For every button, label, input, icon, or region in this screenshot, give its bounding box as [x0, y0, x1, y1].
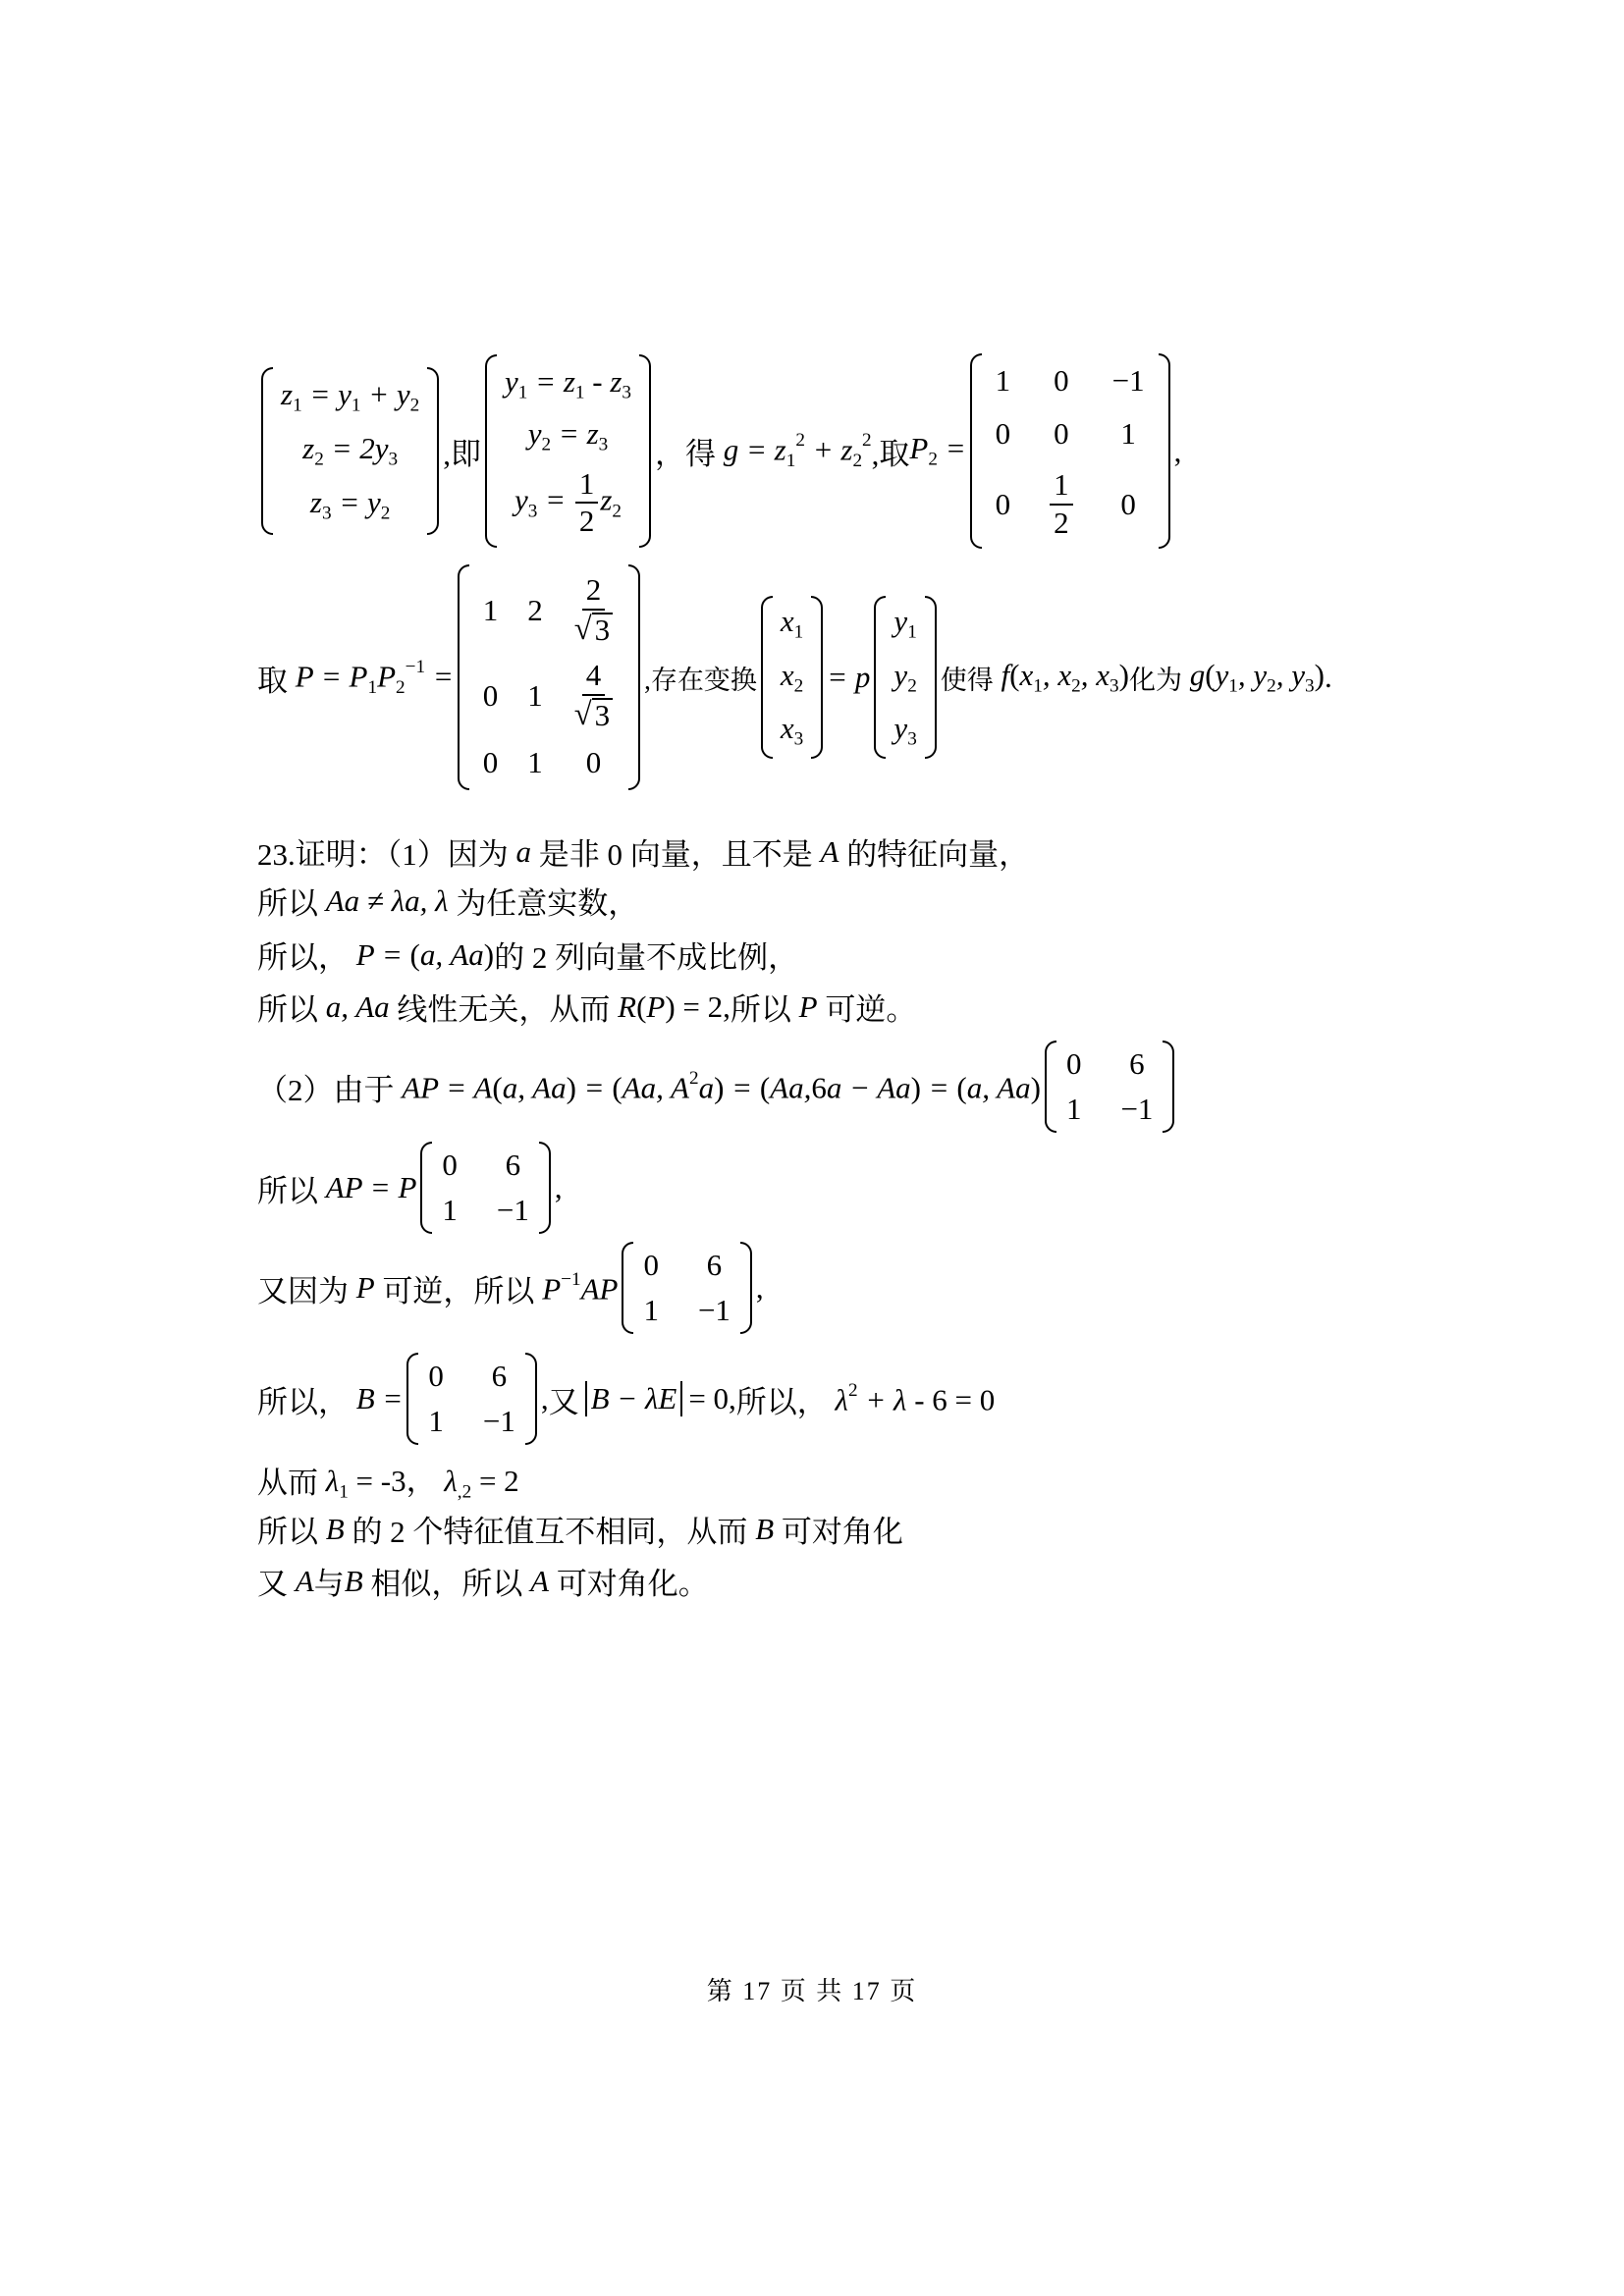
text-eigenvector: 的特征向量，	[846, 837, 1030, 872]
solution-23-line-4: 所以 a, Aa 线性无关，从而 R(P) = 2, 所以 P 可逆。	[257, 985, 916, 1029]
matrix-b-2: 0 6 1 −1	[420, 1142, 550, 1234]
solution-23-line-8: 所以， B = 0 6 1 −1 , 又 B − λE = 0, 所以， $\lambda^2 + \lambda - 6 = 0$	[257, 1353, 995, 1445]
vector-x: $x_1$ $x_2$ $x_3$	[761, 596, 823, 759]
text-suoyi-2: 所以，	[257, 940, 349, 975]
text-suoyi-3: 所以	[257, 992, 318, 1027]
text-transform: ,存在变换	[644, 665, 757, 695]
matrix-b-1: 0 6 1 −1	[1045, 1041, 1174, 1133]
text-de: ，得	[655, 437, 716, 472]
matrix-p: 1 2 2 √ 3 0 1 4 √ 3 0 1 0	[458, 564, 640, 790]
solution-23-line-3: 所以， P = (a, Aa) 的 2 列向量不成比例，	[257, 933, 798, 977]
text-nonzero: 是非 0 向量，且不是	[538, 837, 813, 872]
solution-22-line-1	[257, 353, 1181, 549]
text-columns: 的 2 列向量不成比例，	[494, 940, 799, 975]
solution-23-line-11: 又 A 与 B 相似，所以 A 可对角化。	[257, 1559, 709, 1603]
text-23-intro: 23.证明：（1）因为	[257, 837, 509, 872]
text-invertible-2: 可逆，所以	[382, 1273, 535, 1308]
substitution-system-y: $y_1 = z_1 - z_3$ $y_2 = z_3$ $y_3$ = $\frac{1}{2}$ $z_2$	[485, 354, 651, 548]
text-suoyi: 所以	[257, 886, 318, 921]
solution-23-line-10: 所以 B 的 2 个特征值互不相同，从而 B 可对角化	[257, 1507, 903, 1551]
formula-eq-p: = p	[827, 660, 871, 695]
matrix-p2: 1 0 −1 0 0 1 0 $\frac{1}{2}$ 0	[970, 353, 1170, 549]
solution-23-line-9: 从而 $\lambda_1 = -3$， $\lambda_{,2} = 2$	[257, 1456, 519, 1504]
page-footer: 第 17 页 共 17 页	[706, 1977, 918, 2005]
text-shide: 使得	[940, 665, 994, 695]
formula-g-y: $g(y_1$, $y_2$, $y_3$)	[1181, 657, 1325, 697]
matrix-b-3: 0 6 1 −1	[622, 1242, 751, 1334]
formula-f: $f(x_1$, $x_2$, $x_3$)	[993, 657, 1129, 697]
text-you-2: 又	[257, 1567, 288, 1601]
text-you: 又	[548, 1384, 579, 1419]
text-youyinwei: 又因为	[257, 1273, 349, 1308]
solution-23-line-7: 又因为 P 可逆，所以 $P^{-1}AP$ 0 6 1 −1 ,	[257, 1242, 764, 1334]
text-real: 为任意实数，	[456, 886, 639, 921]
text-independent: 线性无关，从而	[397, 992, 611, 1027]
formula-p: $P = P_1P_2^{-1}$ =	[288, 656, 454, 698]
text-diag: 可对角化	[781, 1515, 903, 1549]
text-suoyi-8: 所以	[257, 1515, 318, 1549]
solution-23-line-2: 所以 Aa ≠ λa, λ 为任意实数，	[257, 879, 638, 923]
solution-23-line-5: （2）由于 AP = A(a, Aa) = (Aa, $A^2a) = (Aa,6a - Aa) = (a$, Aa) 0 6 1 −1	[257, 1041, 1178, 1133]
text-invertible: 可逆。	[825, 992, 917, 1027]
text-similar: 相似，所以	[370, 1567, 523, 1601]
text-take-p: 取	[257, 663, 288, 698]
text-suoyi-6: 所以，	[257, 1384, 349, 1419]
text-distinct: 的 2 个特征值互不相同，从而	[352, 1515, 748, 1549]
text-congr: 从而	[257, 1465, 318, 1500]
vector-y: $y_1$ $y_2$ $y_3$	[874, 596, 936, 759]
text-suoyi-5: 所以	[257, 1173, 318, 1208]
text-diag-2: 可对角化。	[556, 1567, 709, 1601]
text-ji: ,即	[443, 437, 482, 472]
text-part2: （2）由于	[257, 1072, 395, 1107]
text-huawei: 化为	[1128, 665, 1182, 695]
label-p2: $P_2$ =	[909, 431, 966, 470]
solution-22-line-2	[257, 564, 1332, 790]
text-take-p2: ,取	[871, 437, 910, 472]
text-comma: ,	[1173, 433, 1182, 468]
matrix-b-4: 0 6 1 −1	[406, 1353, 536, 1445]
text-suoyi-7: 所以，	[735, 1384, 828, 1419]
formula-g: $g = z_1^2 + z_2^2$	[716, 429, 872, 472]
solution-23-line-1: 23.证明：（1）因为 a 是非 0 向量，且不是 A 的特征向量，	[257, 829, 1029, 874]
text-suoyi-4: 所以	[730, 992, 791, 1027]
solution-23-line-6: 所以 AP = P 0 6 1 −1 ,	[257, 1142, 563, 1234]
determinant: B − λE	[585, 1381, 683, 1416]
text-end: .	[1324, 660, 1332, 695]
text-yu: 与	[313, 1567, 345, 1601]
substitution-system-z: $z_1 = y_1 + y_2$ $z_2 = 2y_3$ $z_3 = y_2$	[261, 367, 439, 534]
